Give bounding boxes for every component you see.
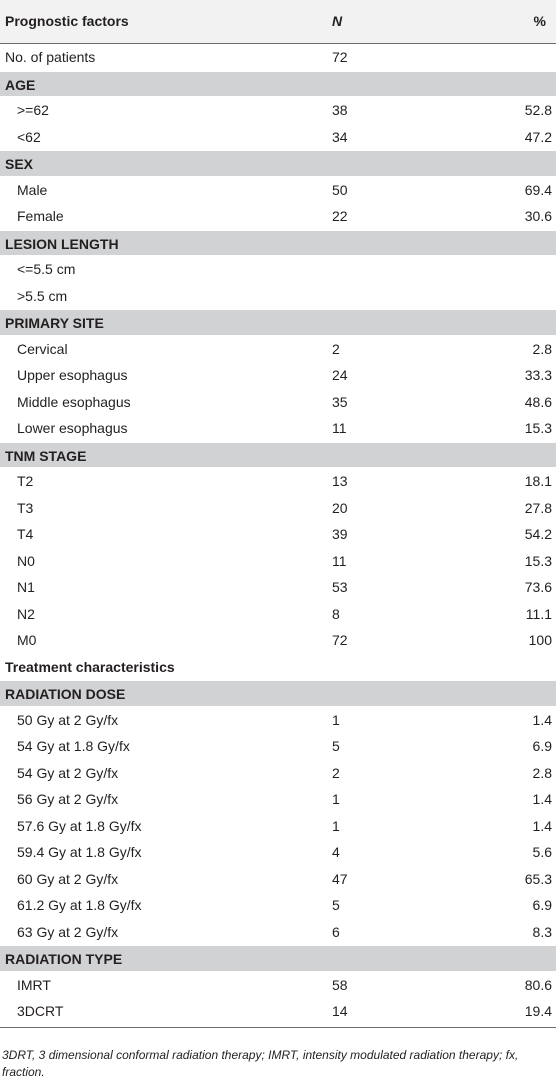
- table-row: [0, 468, 556, 495]
- row-n-value: 24: [332, 367, 348, 383]
- row-n-value: 4: [332, 844, 340, 860]
- row-label: >5.5 cm: [17, 287, 68, 304]
- table-row: [0, 839, 556, 866]
- row-label: Treatment characteristics: [5, 658, 175, 675]
- row-percent-value: 15.3: [524, 552, 552, 569]
- row-percent-value: 1.4: [532, 791, 552, 807]
- row-label: 60 Gy at 2 Gy/fx: [17, 870, 119, 887]
- row-n-value: 72: [332, 49, 348, 65]
- row-percent-value: 65.3: [524, 870, 552, 887]
- row-percent-value: 15.3: [524, 420, 552, 436]
- table-row: [0, 733, 556, 760]
- row-n-value: 72: [332, 632, 348, 648]
- row-label: Upper esophagus: [17, 367, 128, 383]
- table-row: [0, 760, 556, 787]
- row-label: <=5.5 cm: [17, 261, 76, 277]
- row-percent-value: 69.4: [524, 181, 552, 198]
- row-label: T4: [17, 526, 34, 542]
- row-percent-value: 1.4: [532, 711, 552, 728]
- row-n-value: 22: [332, 208, 348, 224]
- row-label: T2: [17, 473, 34, 489]
- row-percent-value: 47.2: [524, 128, 552, 145]
- row-percent-value: 100: [528, 632, 552, 648]
- table-row: [0, 601, 556, 628]
- table-row: [0, 362, 556, 389]
- row-percent-value: 30.6: [524, 208, 552, 224]
- row-label: 59.4 Gy at 1.8 Gy/fx: [17, 844, 142, 860]
- row-percent-value: 2.8: [532, 340, 552, 357]
- row-n-value: 38: [332, 102, 348, 118]
- table-row: [0, 283, 556, 310]
- section-header-row: [0, 230, 556, 257]
- subheading-row: [0, 654, 556, 681]
- row-percent-value: 2.8: [532, 764, 552, 781]
- row-n-value: 5: [332, 738, 340, 754]
- table-row: [0, 389, 556, 416]
- row-n-value: 11: [332, 420, 347, 436]
- section-header-row: [0, 442, 556, 469]
- row-label: Lower esophagus: [17, 420, 128, 436]
- row-percent-value: 11.1: [525, 605, 552, 622]
- table-row: [0, 574, 556, 601]
- row-label: No. of patients: [5, 49, 96, 65]
- header-n: N: [332, 13, 343, 29]
- row-percent-value: 18.1: [524, 473, 552, 489]
- row-n-value: 2: [332, 764, 340, 781]
- row-percent-value: 73.6: [524, 579, 552, 595]
- row-label: N0: [17, 552, 35, 569]
- table-body: [0, 44, 556, 1025]
- row-label: M0: [17, 632, 37, 648]
- table-row: [0, 124, 556, 151]
- row-label: 57.6 Gy at 1.8 Gy/fx: [17, 817, 142, 834]
- table-row: [0, 415, 556, 442]
- row-n-value: 8: [332, 605, 340, 622]
- row-label: 54 Gy at 2 Gy/fx: [17, 764, 119, 781]
- section-header-row: [0, 680, 556, 707]
- row-label: Female: [17, 208, 64, 224]
- table-footnote: 3DRT, 3 dimensional conformal radiation therapy; IMRT, intensity modulated radiation therapy; fx, fraction.: [2, 1048, 519, 1079]
- section-label: RADIATION DOSE: [5, 686, 126, 702]
- section-label: AGE: [5, 76, 36, 93]
- row-label: Male: [17, 181, 48, 198]
- table-row: [0, 256, 556, 283]
- row-n-value: 2: [332, 340, 340, 357]
- row-n-value: 1: [332, 817, 340, 834]
- table-row: [0, 521, 556, 548]
- row-percent-value: 5.6: [532, 844, 552, 860]
- row-label: T3: [17, 499, 34, 516]
- row-percent-value: 19.4: [524, 1003, 552, 1019]
- table-row: [0, 786, 556, 813]
- row-percent-value: 54.2: [524, 526, 552, 542]
- table-row: [0, 998, 556, 1025]
- table-header: [0, 0, 556, 44]
- table-row: [0, 627, 556, 654]
- row-n-value: 34: [332, 128, 348, 145]
- row-label: IMRT: [17, 976, 51, 993]
- table-bottom-rule: [0, 1027, 556, 1028]
- row-percent-value: 6.9: [532, 897, 552, 913]
- row-label: 3DCRT: [17, 1003, 64, 1019]
- row-percent-value: 33.3: [524, 367, 552, 383]
- table-row: [0, 548, 556, 575]
- table-row: [0, 203, 556, 230]
- row-n-value: 14: [332, 1003, 348, 1019]
- section-label: RADIATION TYPE: [5, 951, 123, 967]
- row-n-value: 35: [332, 393, 348, 410]
- table-row: [0, 892, 556, 919]
- row-n-value: 1: [332, 791, 340, 807]
- row-percent-value: 48.6: [524, 393, 552, 410]
- row-label: Middle esophagus: [17, 393, 131, 410]
- section-label: PRIMARY SITE: [5, 315, 104, 331]
- table-row: [0, 866, 556, 893]
- row-n-value: 58: [332, 976, 348, 993]
- row-label: N1: [17, 579, 35, 595]
- row-n-value: 6: [332, 923, 340, 940]
- section-header-row: [0, 150, 556, 177]
- row-percent-value: 80.6: [524, 976, 552, 993]
- row-n-value: 5: [332, 897, 340, 913]
- section-header-row: [0, 945, 556, 972]
- row-label: <62: [17, 128, 41, 145]
- section-label: TNM STAGE: [5, 447, 87, 464]
- row-n-value: 20: [332, 499, 348, 516]
- table-row: [0, 97, 556, 124]
- row-label: 63 Gy at 2 Gy/fx: [17, 923, 119, 940]
- row-label: >=62: [17, 102, 49, 118]
- table-row: [0, 177, 556, 204]
- table-row: [0, 495, 556, 522]
- row-percent-value: 6.9: [532, 738, 552, 754]
- row-n-value: 11: [332, 552, 347, 569]
- header-percent: %: [533, 13, 546, 29]
- table-row: [0, 813, 556, 840]
- row-n-value: 53: [332, 579, 348, 595]
- row-n-value: 50: [332, 181, 348, 198]
- row-percent-value: 1.4: [532, 817, 552, 834]
- section-label: SEX: [5, 156, 34, 172]
- header-prognostic-factors: Prognostic factors: [5, 13, 129, 29]
- table-row: [0, 919, 556, 946]
- table-row: [0, 707, 556, 734]
- section-label: LESION LENGTH: [5, 235, 119, 252]
- row-label: 61.2 Gy at 1.8 Gy/fx: [17, 897, 142, 913]
- table-row: [0, 972, 556, 999]
- table-row: [0, 44, 556, 71]
- section-header-row: [0, 309, 556, 336]
- row-n-value: 39: [332, 526, 348, 542]
- row-label: 50 Gy at 2 Gy/fx: [17, 711, 119, 728]
- row-label: N2: [17, 605, 35, 622]
- row-percent-value: 27.8: [524, 499, 552, 516]
- table-row: [0, 336, 556, 363]
- section-header-row: [0, 71, 556, 98]
- row-n-value: 13: [332, 473, 348, 489]
- row-n-value: 47: [332, 870, 348, 887]
- row-label: Cervical: [17, 340, 68, 357]
- row-n-value: 1: [332, 711, 340, 728]
- row-percent-value: 8.3: [532, 923, 552, 940]
- row-label: 54 Gy at 1.8 Gy/fx: [17, 738, 130, 754]
- row-percent-value: 52.8: [524, 102, 552, 118]
- row-label: 56 Gy at 2 Gy/fx: [17, 791, 119, 807]
